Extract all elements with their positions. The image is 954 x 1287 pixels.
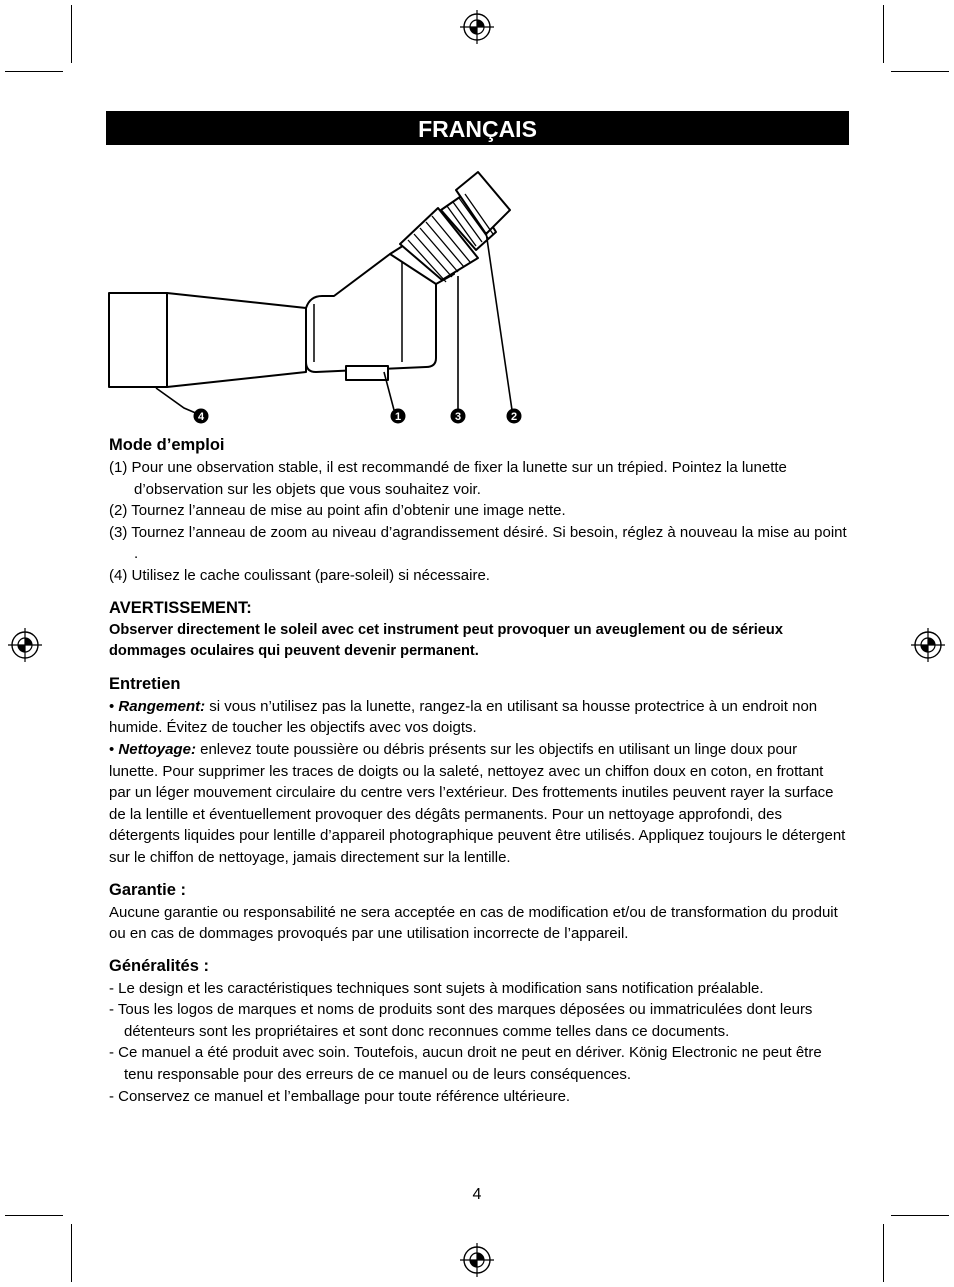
registration-mark-icon <box>460 10 494 44</box>
rangement-paragraph: • Rangement: si vous n’utilisez pas la lunette, rangez-la en utilisant sa housse protectrice à un endroit non humide. Évitez de toucher les objectifs avec vos doigts. <box>109 697 818 737</box>
garantie-section <box>109 878 849 945</box>
entretien-section <box>109 672 849 869</box>
crop-mark <box>891 71 949 72</box>
rangement-text: si vous n’utilisez pas la lunette, rangez-la en utilisant sa housse protectrice à un endroit non humide. Évitez de toucher les objectifs avec vos doigts. <box>109 697 818 737</box>
page-number: 4 <box>472 1186 482 1203</box>
list-item: (2) Tournez l’anneau de mise au point afin d’obtenir une image nette. <box>109 502 566 520</box>
language-banner: FRANÇAIS <box>106 111 849 145</box>
rangement-label: Rangement: <box>118 697 206 715</box>
crop-mark <box>71 1224 72 1282</box>
instruction-list <box>109 457 849 587</box>
list-item: - Le design et les caractéristiques techniques sont sujets à modification sans notification préalable. <box>109 979 764 997</box>
callout-1-label: 1 <box>394 411 402 423</box>
registration-mark-icon <box>911 628 945 662</box>
list-item: (1) Pour une observation stable, il est recommandé de fixer la lunette sur un trépied. Pointez la lunette d’observation sur les objets que vous souhaitez voir. <box>109 459 787 498</box>
crop-mark <box>71 5 72 63</box>
nettoyage-text: enlevez toute poussière ou débris présents sur les objectifs en utilisant un linge doux pour lunette. Pour supprimer les traces de doigts ou la saleté, nettoyez avec un chiffon doux en coton, en frottant par un léger mouvement circulaire du centre vers l’extérieur. Des frottements inutiles peuvent rayer la surface de la lentille et éventuellement provoquer des dégâts permanents. Pour un nettoyage approfondi, des détergents liquides pour lentille d’appareil photographique peuvent être utilisés. Appliquez toujours le détergent sur le chiffon de nettoyage, jamais directement sur la lentille. <box>109 740 846 866</box>
callout-4-label: 4 <box>197 411 205 423</box>
generalites-section <box>109 954 849 1108</box>
list-item: - Ce manuel a été produit avec soin. Toutefois, aucun droit ne peut en dériver. König Electronic ne peut être tenu responsable pour des erreurs de ce manuel ou de leurs conséquences. <box>109 1044 822 1084</box>
manual-content <box>109 433 849 1116</box>
callout-3-label: 3 <box>454 411 462 423</box>
list-item: (3) Tournez l’anneau de zoom au niveau d’agrandissement désiré. Si besoin, réglez à nouveau la mise au point . <box>109 523 847 563</box>
registration-mark-icon <box>8 628 42 662</box>
generalites-list <box>109 978 849 1108</box>
spotting-scope-illustration <box>106 162 526 432</box>
nettoyage-label: Nettoyage: <box>118 740 196 758</box>
crop-mark <box>883 5 884 63</box>
registration-mark-icon <box>460 1243 494 1277</box>
callout-2-label: 2 <box>510 411 518 423</box>
warning-text: Observer directement le soleil avec cet instrument peut provoquer un aveuglement ou de sérieux dommages oculaires qui peuvent devenir permanent. <box>109 621 783 660</box>
crop-mark <box>5 1215 63 1216</box>
section-heading: Entretien <box>109 674 181 693</box>
nettoyage-paragraph: • Nettoyage: enlevez toute poussière ou débris présents sur les objectifs en utilisant un linge doux pour lunette. Pour supprimer les traces de doigts ou la saleté, nettoyez avec un chiffon doux en coton, en frottant par un léger mouvement circulaire du centre vers l’extérieur. Des frottements inutiles peuvent rayer la surface de la lentille et éventuellement provoquer des dégâts permanents. Pour un nettoyage approfondi, des détergents liquides pour lentille d’appareil photographique peuvent être utilisés. Appliquez toujours le détergent sur le chiffon de nettoyage, jamais directement sur la lentille. <box>109 740 846 866</box>
avertissement-section <box>109 596 849 663</box>
mode-emploi-section <box>109 433 849 587</box>
section-heading: AVERTISSEMENT: <box>109 598 252 617</box>
section-heading: Mode d’emploi <box>109 436 225 454</box>
list-item: - Conservez ce manuel et l’emballage pour toute référence ultérieure. <box>109 1087 571 1105</box>
list-item: - Tous les logos de marques et noms de produits sont des marques déposées ou immatriculées dont leurs détenteurs sont les propriétaires et sont donc reconnues comme telles dans ce documents. <box>109 1001 813 1040</box>
list-item: (4) Utilisez le cache coulissant (pare-soleil) si nécessaire. <box>109 566 490 584</box>
section-heading: Généralités : <box>109 956 209 975</box>
crop-mark <box>891 1215 949 1216</box>
crop-mark <box>5 71 63 72</box>
crop-mark <box>883 1224 884 1282</box>
garantie-text: Aucune garantie ou responsabilité ne sera acceptée en cas de modification et/ou de transformation du produit ou en cas de dommages provoqués par une utilisation incorrecte de l’appareil. <box>109 903 838 943</box>
section-heading: Garantie : <box>109 880 187 899</box>
